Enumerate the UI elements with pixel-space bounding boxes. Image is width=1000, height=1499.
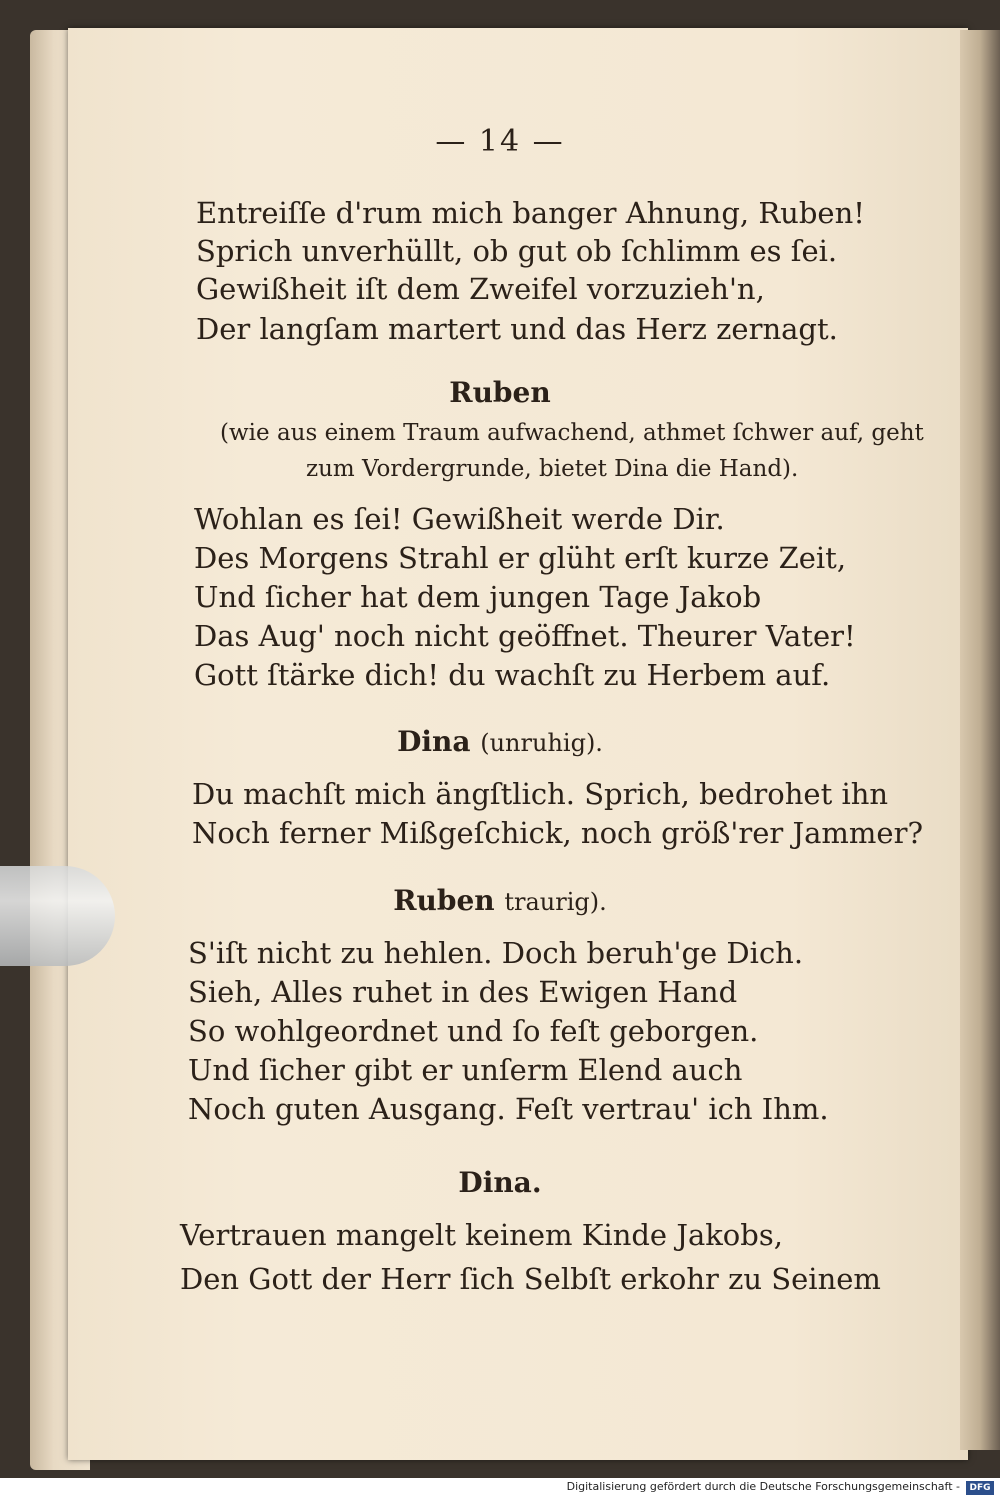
funding-credit: Digitalisierung gefördert durch die Deutsche Forschungsgemeinschaft - — [566, 1480, 960, 1493]
verse-line: S'iſt nicht zu hehlen. Doch beruh'ge Dich. — [188, 936, 804, 970]
speaker-direction: traurig). — [504, 888, 607, 916]
speaker-name: Dina. — [458, 1166, 542, 1199]
speaker-label: Ruben — [393, 884, 495, 917]
speaker-direction: (unruhig). — [480, 729, 603, 757]
stage-direction: (wie aus einem Traum aufwachend, athmet ſchwer auf, geht — [220, 420, 924, 446]
verse-line: Gott ſtärke dich! du wachſt zu Herbem auf. — [194, 658, 831, 692]
verse-line: Du machſt mich ängſtlich. Sprich, bedrohet ihn — [192, 777, 889, 811]
verse-line: Vertrauen mangelt keinem Kinde Jakobs, — [180, 1218, 783, 1252]
dfg-logo: DFG — [966, 1481, 994, 1495]
verse-line: Und ſicher hat dem jungen Tage Jakob — [194, 580, 762, 614]
verse-line: Des Morgens Strahl er glüht erſt kurze Zeit, — [194, 541, 847, 575]
verse-line: Gewißheit iſt dem Zweifel vorzuzieh'n, — [196, 272, 765, 306]
speaker-name: Ruben — [449, 376, 551, 409]
page-number: — 14 — — [435, 124, 565, 159]
verse-line: Entreiſſe d'rum mich banger Ahnung, Ruben! — [196, 196, 865, 230]
speaker-label: Dina — [397, 725, 471, 758]
speaker-name — [0, 884, 1000, 917]
speaker-name — [0, 725, 1000, 758]
verse-line: Das Aug' noch nicht geöffnet. Theurer Vater! — [194, 619, 856, 653]
verse-line: Und ſicher gibt er unſerm Elend auch — [188, 1053, 743, 1087]
verse-line: Sprich unverhüllt, ob gut ob ſchlimm es ſei. — [196, 234, 838, 268]
verse-line: Noch guten Ausgang. Feſt vertrau' ich Ihm. — [188, 1092, 829, 1126]
verse-line: Sieh, Alles ruhet in des Ewigen Hand — [188, 975, 738, 1009]
verse-line: Der langſam martert und das Herz zernagt. — [196, 312, 838, 346]
stage-direction: zum Vordergrunde, bietet Dina die Hand). — [306, 456, 799, 482]
verse-line: Den Gott der Herr ſich Selbſt erkohr zu Seinem — [180, 1262, 881, 1296]
verse-line: Noch ferner Mißgeſchick, noch größ'rer Jammer? — [192, 816, 923, 850]
verse-line: So wohlgeordnet und ſo feſt geborgen. — [188, 1014, 759, 1048]
footer-bar — [0, 1478, 1000, 1499]
verse-line: Wohlan es ſei! Gewißheit werde Dir. — [194, 502, 725, 536]
